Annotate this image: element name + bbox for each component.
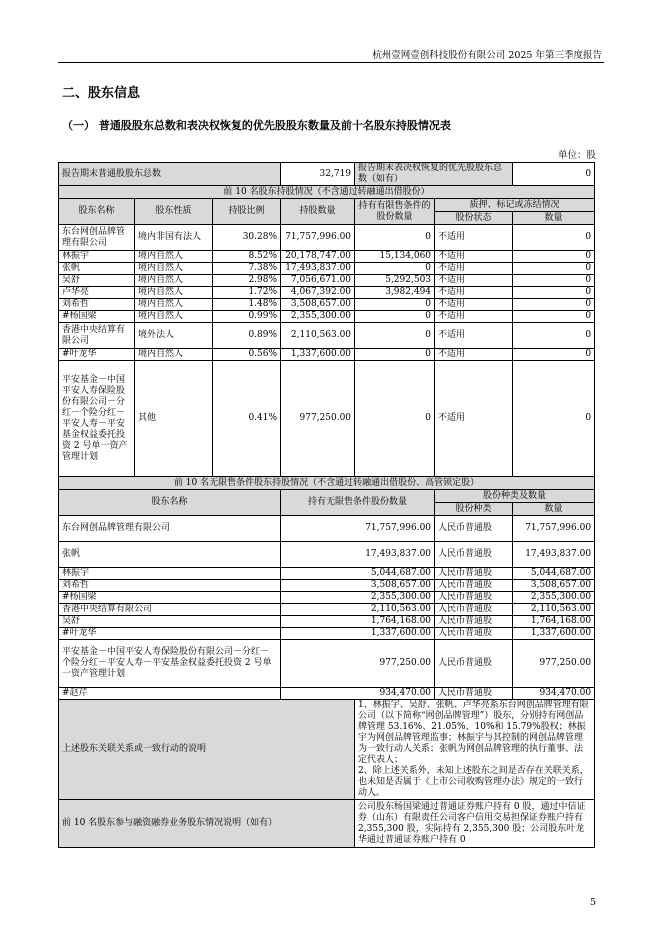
- unrestricted-share-qty: 1,764,168.00: [513, 616, 595, 628]
- holder-nature: 境内自然人: [135, 263, 213, 275]
- relation-row: [59, 700, 595, 800]
- unrestricted-share-kind: 人民币普通股: [435, 688, 513, 700]
- holder-ratio: 0.89%: [213, 323, 281, 349]
- unrestricted-share-qty: 977,250.00: [513, 640, 595, 688]
- holder-pledge-qty: 0: [513, 251, 595, 263]
- margin-row: [59, 800, 595, 848]
- holder-ratio: 0.41%: [213, 361, 281, 477]
- holder-pledge-status: 不适用: [435, 299, 513, 311]
- top10-row: [59, 263, 595, 275]
- unrestricted-share-kind: 人民币普通股: [435, 516, 513, 542]
- holder-ratio: 7.38%: [213, 263, 281, 275]
- unrestricted-header-row: [59, 490, 595, 503]
- holder-ratio: 0.56%: [213, 349, 281, 361]
- holder-restricted: 0: [355, 323, 435, 349]
- holder-count: 3,508,657.00: [281, 299, 355, 311]
- holder-pledge-status: 不适用: [435, 349, 513, 361]
- relation-text: 1、林振宇、吴舒、张帆、卢华亮系东台网创品牌管理有限公司（以下简称“网创品牌管理”）股东，分别持有网创品牌管理 53.16%、21.05%、10%和 15.79%股权；林振宇为网创品牌管理监事；林振宇与其控制的网创品牌管理为一致行动人关系；张帆为网创品牌管理的执行董事、法定代表人； 2、除上述关系外，未知上述股东之间是否存在关联关系，也未知是否属于《上市公司收购管理办法》规定的一致行动人。: [355, 700, 595, 800]
- top10-row: [59, 251, 595, 263]
- unrestricted-holder-name: 张帆: [59, 542, 281, 568]
- unrestricted-header-count: 持有无限售条件股份数量: [281, 490, 435, 516]
- holder-name: 张帆: [59, 263, 135, 275]
- total-holders-value: 32,719: [281, 163, 355, 186]
- holder-nature: 境外法人: [135, 323, 213, 349]
- shareholder-table-wrap: [58, 162, 594, 848]
- holder-restricted: 0: [355, 225, 435, 251]
- unrestricted-share-kind: 人民币普通股: [435, 628, 513, 640]
- holder-nature: 境内自然人: [135, 349, 213, 361]
- unrestricted-share-qty: 934,470.00: [513, 688, 595, 700]
- holder-restricted: 5,292,503: [355, 275, 435, 287]
- holder-pledge-qty: 0: [513, 349, 595, 361]
- holder-name: 平安基金－中国平安人寿保险股份有限公司－分红－个险分红－平安人寿－平安基金权益委托投资 2 号单一资产管理计划: [59, 361, 135, 477]
- holder-ratio: 0.99%: [213, 311, 281, 323]
- unrestricted-holder-count: 71,757,996.00: [281, 516, 435, 542]
- header-nature: 股东性质: [135, 199, 213, 225]
- holder-pledge-status: 不适用: [435, 311, 513, 323]
- holder-count: 4,067,392.00: [281, 287, 355, 299]
- holder-nature: 境内自然人: [135, 251, 213, 263]
- holder-pledge-status: 不适用: [435, 287, 513, 299]
- unrestricted-holder-count: 3,508,657.00: [281, 580, 435, 592]
- unrestricted-share-kind: 人民币普通股: [435, 592, 513, 604]
- unrestricted-header-kind: 股份种类: [435, 503, 513, 516]
- unrestricted-holder-name: 平安基金－中国平安人寿保险股份有限公司－分红－个险分红－平安人寿－平安基金权益委托投资 2 号单一资产管理计划: [59, 640, 281, 688]
- holder-pledge-qty: 0: [513, 225, 595, 251]
- unrestricted-share-qty: 5,044,687.00: [513, 568, 595, 580]
- holder-nature: 境内非国有法人: [135, 225, 213, 251]
- sub-title: （一） 普通股股东总数和表决权恢复的优先股股东数量及前十名股东持股情况表: [62, 119, 451, 132]
- holder-name: 东台网创品牌管理有限公司: [59, 225, 135, 251]
- holder-ratio: 8.52%: [213, 251, 281, 263]
- holder-name: #杨国梁: [59, 311, 135, 323]
- top10-header-row: [59, 199, 595, 212]
- unrestricted-row: [59, 628, 595, 640]
- unrestricted-holder-name: 林振宇: [59, 568, 281, 580]
- holder-nature: 境内自然人: [135, 287, 213, 299]
- report-header: 杭州壹网壹创科技股份有限公司 2025 年第三季度报告: [372, 50, 602, 61]
- unrestricted-header-name: 股东名称: [59, 490, 281, 516]
- pref-holders-label: 报告期末表决权恢复的优先股股东总数（如有）: [355, 163, 513, 186]
- holder-name: #叶龙华: [59, 349, 135, 361]
- holder-count: 7,056,671.00: [281, 275, 355, 287]
- holder-ratio: 1.72%: [213, 287, 281, 299]
- holder-count: 71,757,996.00: [281, 225, 355, 251]
- unrestricted-row: [59, 580, 595, 592]
- top10-row: [59, 275, 595, 287]
- unrestricted-holder-count: 977,250.00: [281, 640, 435, 688]
- unrestricted-share-kind: 人民币普通股: [435, 580, 513, 592]
- total-holders-label: 报告期末普通股股东总数: [59, 163, 281, 186]
- holder-pledge-status: 不适用: [435, 251, 513, 263]
- unrestricted-share-qty: 17,493,837.00: [513, 542, 595, 568]
- holder-name: 香港中央结算有限公司: [59, 323, 135, 349]
- unrestricted-share-kind: 人民币普通股: [435, 616, 513, 628]
- holder-count: 1,337,600.00: [281, 349, 355, 361]
- holder-pledge-qty: 0: [513, 287, 595, 299]
- unrestricted-holder-count: 2,110,563.00: [281, 604, 435, 616]
- holder-nature: 境内自然人: [135, 275, 213, 287]
- holder-ratio: 30.28%: [213, 225, 281, 251]
- holder-pledge-qty: 0: [513, 311, 595, 323]
- unrestricted-title-row: [59, 477, 595, 490]
- header-ratio: 持股比例: [213, 199, 281, 225]
- holder-count: 2,355,300.00: [281, 311, 355, 323]
- summary-row: [59, 163, 595, 186]
- unrestricted-row: [59, 592, 595, 604]
- unrestricted-holder-name: 吴舒: [59, 616, 281, 628]
- top10-row: [59, 225, 595, 251]
- holder-pledge-qty: 0: [513, 323, 595, 349]
- shareholder-table: [58, 162, 595, 848]
- top10-row: [59, 323, 595, 349]
- top10-title: 前 10 名股东持股情况（不含通过转融通出借股份）: [59, 186, 595, 199]
- top10-row: [59, 299, 595, 311]
- header-restricted: 持有有限售条件的股份数量: [355, 199, 435, 225]
- holder-nature: 其他: [135, 361, 213, 477]
- holder-pledge-qty: 0: [513, 299, 595, 311]
- unrestricted-share-qty: 3,508,657.00: [513, 580, 595, 592]
- holder-pledge-status: 不适用: [435, 263, 513, 275]
- unrestricted-share-kind: 人民币普通股: [435, 542, 513, 568]
- unrestricted-share-qty: 2,110,563.00: [513, 604, 595, 616]
- margin-text: 公司股东杨国梁通过普通证券账户持有 0 股，通过中信证券（山东）有限责任公司客户信用交易担保证券账户持有 2,355,300 股，实际持有 2,355,300 股；公司股东叶龙华通过普通证券账户持有 0: [355, 800, 595, 848]
- unrestricted-share-kind: 人民币普通股: [435, 568, 513, 580]
- unrestricted-row: [59, 640, 595, 688]
- holder-restricted: 0: [355, 311, 435, 323]
- holder-nature: 境内自然人: [135, 299, 213, 311]
- unit-label: 单位：股: [557, 150, 596, 161]
- holder-ratio: 1.48%: [213, 299, 281, 311]
- unrestricted-title: 前 10 名无限售条件股东持股情况（不含通过转融通出借股份、高管锁定股）: [59, 477, 595, 490]
- unrestricted-holder-count: 17,493,837.00: [281, 542, 435, 568]
- unrestricted-holder-name: #叶龙华: [59, 628, 281, 640]
- unrestricted-header-qty: 数量: [513, 503, 595, 516]
- unrestricted-row: [59, 688, 595, 700]
- holder-name: 林振宇: [59, 251, 135, 263]
- unrestricted-row: [59, 542, 595, 568]
- section-title: 二、股东信息: [62, 86, 141, 101]
- holder-restricted: 0: [355, 299, 435, 311]
- unrestricted-share-kind: 人民币普通股: [435, 604, 513, 616]
- holder-pledge-status: 不适用: [435, 361, 513, 477]
- header-pledge: 质押、标记或冻结情况: [435, 199, 595, 212]
- unrestricted-share-kind: 人民币普通股: [435, 640, 513, 688]
- holder-ratio: 2.98%: [213, 275, 281, 287]
- margin-label: 前 10 名股东参与融资融券业务股东情况说明（如有）: [59, 800, 355, 848]
- top10-row: [59, 287, 595, 299]
- unrestricted-row: [59, 604, 595, 616]
- unrestricted-row: [59, 616, 595, 628]
- holder-pledge-status: 不适用: [435, 323, 513, 349]
- unrestricted-holder-name: 香港中央结算有限公司: [59, 604, 281, 616]
- holder-name: 刘希哲: [59, 299, 135, 311]
- top10-title-row: [59, 186, 595, 199]
- holder-name: 吴舒: [59, 275, 135, 287]
- holder-count: 17,493,837.00: [281, 263, 355, 275]
- holder-pledge-qty: 0: [513, 275, 595, 287]
- holder-pledge-qty: 0: [513, 263, 595, 275]
- holder-restricted: 0: [355, 361, 435, 477]
- holder-restricted: 15,134,060: [355, 251, 435, 263]
- top10-row: [59, 349, 595, 361]
- unrestricted-holder-name: #赵芹: [59, 688, 281, 700]
- holder-count: 2,110,563.00: [281, 323, 355, 349]
- unrestricted-share-qty: 71,757,996.00: [513, 516, 595, 542]
- header-status: 股份状态: [435, 212, 513, 225]
- page-number: 5: [589, 897, 596, 908]
- unrestricted-holder-count: 1,337,600.00: [281, 628, 435, 640]
- holder-restricted: 0: [355, 349, 435, 361]
- relation-label: 上述股东关联关系或一致行动的说明: [59, 700, 355, 800]
- holder-pledge-qty: 0: [513, 361, 595, 477]
- top10-row: [59, 311, 595, 323]
- header-rule: [58, 62, 604, 63]
- holder-pledge-status: 不适用: [435, 225, 513, 251]
- top10-row: [59, 361, 595, 477]
- holder-restricted: 3,982,494: [355, 287, 435, 299]
- unrestricted-share-qty: 2,355,300.00: [513, 592, 595, 604]
- header-qty: 数量: [513, 212, 595, 225]
- header-name: 股东名称: [59, 199, 135, 225]
- holder-count: 977,250.00: [281, 361, 355, 477]
- unrestricted-holder-count: 2,355,300.00: [281, 592, 435, 604]
- holder-nature: 境内自然人: [135, 311, 213, 323]
- holder-count: 20,178,747.00: [281, 251, 355, 263]
- unrestricted-holder-name: 东台网创品牌管理有限公司: [59, 516, 281, 542]
- holder-name: 卢华亮: [59, 287, 135, 299]
- holder-restricted: 0: [355, 263, 435, 275]
- unrestricted-holder-count: 5,044,687.00: [281, 568, 435, 580]
- unrestricted-holder-count: 1,764,168.00: [281, 616, 435, 628]
- unrestricted-holder-name: 刘希哲: [59, 580, 281, 592]
- unrestricted-share-qty: 1,337,600.00: [513, 628, 595, 640]
- unrestricted-row: [59, 568, 595, 580]
- unrestricted-header-kind-group: 股份种类及数量: [435, 490, 595, 503]
- pref-holders-value: 0: [513, 163, 595, 186]
- holder-pledge-status: 不适用: [435, 275, 513, 287]
- unrestricted-holder-name: #杨国梁: [59, 592, 281, 604]
- unrestricted-holder-count: 934,470.00: [281, 688, 435, 700]
- unrestricted-row: [59, 516, 595, 542]
- header-count: 持股数量: [281, 199, 355, 225]
